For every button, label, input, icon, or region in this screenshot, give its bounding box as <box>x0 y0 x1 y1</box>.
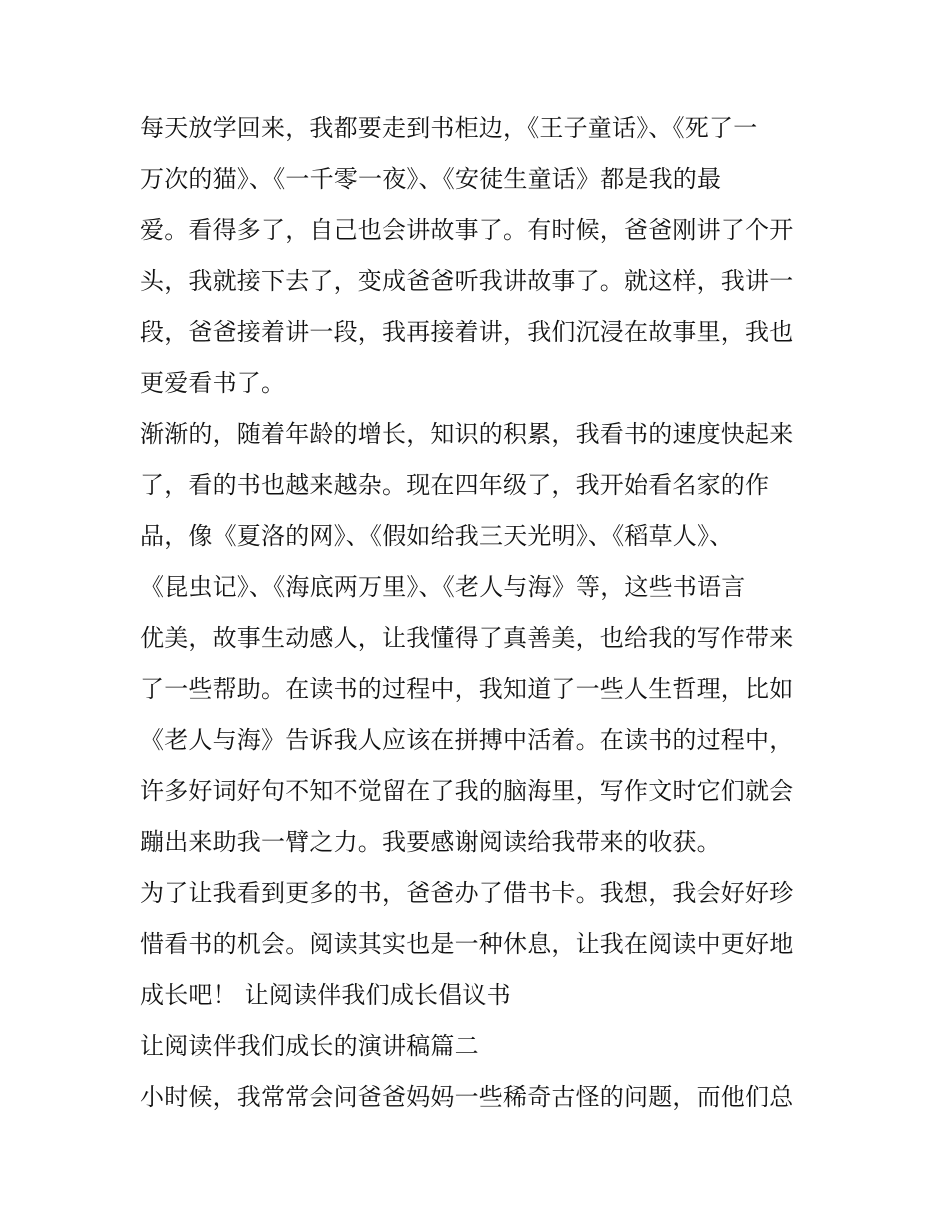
document-body <box>140 103 830 1123</box>
text-line: 万次的猫》、《一千零一夜》、《安徒生童话》都是我的最 <box>140 165 722 193</box>
text-line: 小时候，我常常会问爸爸妈妈一些稀奇古怪的问题，而他们总 <box>140 1083 794 1111</box>
text-line: 惜看书的机会。阅读其实也是一种休息，让我在阅读中更好地 <box>140 930 794 958</box>
section-heading: 让阅读伴我们成长的演讲稿篇二 <box>140 1032 479 1060</box>
text-line: 品，像《夏洛的网》、《假如给我三天光明》、《稻草人》、 <box>140 522 734 550</box>
text-line: 《昆虫记》、《海底两万里》、《老人与海》等，这些书语言 <box>140 573 746 601</box>
text-line: 头，我就接下去了，变成爸爸听我讲故事了。就这样，我讲一 <box>140 267 794 295</box>
text-line: 《老人与海》告诉我人应该在拼搏中活着。在读书的过程中， <box>140 726 794 754</box>
text-line: 渐渐的，随着年龄的增长，知识的积累，我看书的速度快起来 <box>140 420 794 448</box>
text-line: 许多好词好句不知不觉留在了我的脑海里，写作文时它们就会 <box>140 777 794 805</box>
text-line: 蹦出来助我一臂之力。我要感谢阅读给我带来的收获。 <box>140 828 721 856</box>
text-line: 每天放学回来，我都要走到书柜边，《王子童话》、《死了一 <box>140 114 758 142</box>
text-line: 优美，故事生动感人，让我懂得了真善美，也给我的写作带来 <box>140 624 794 652</box>
text-line: 了一些帮助。在读书的过程中，我知道了一些人生哲理，比如 <box>140 675 794 703</box>
text-line: 段，爸爸接着讲一段，我再接着讲，我们沉浸在故事里，我也 <box>140 318 794 346</box>
text-line: 了，看的书也越来越杂。现在四年级了，我开始看名家的作 <box>140 471 770 499</box>
text-line: 成长吧！ 让阅读伴我们成长倡议书 <box>140 981 511 1009</box>
text-line: 爱。看得多了，自己也会讲故事了。有时候，爸爸刚讲了个开 <box>140 216 794 244</box>
text-line: 更爱看书了。 <box>140 369 286 397</box>
text-line: 为了让我看到更多的书，爸爸办了借书卡。我想，我会好好珍 <box>140 879 794 907</box>
